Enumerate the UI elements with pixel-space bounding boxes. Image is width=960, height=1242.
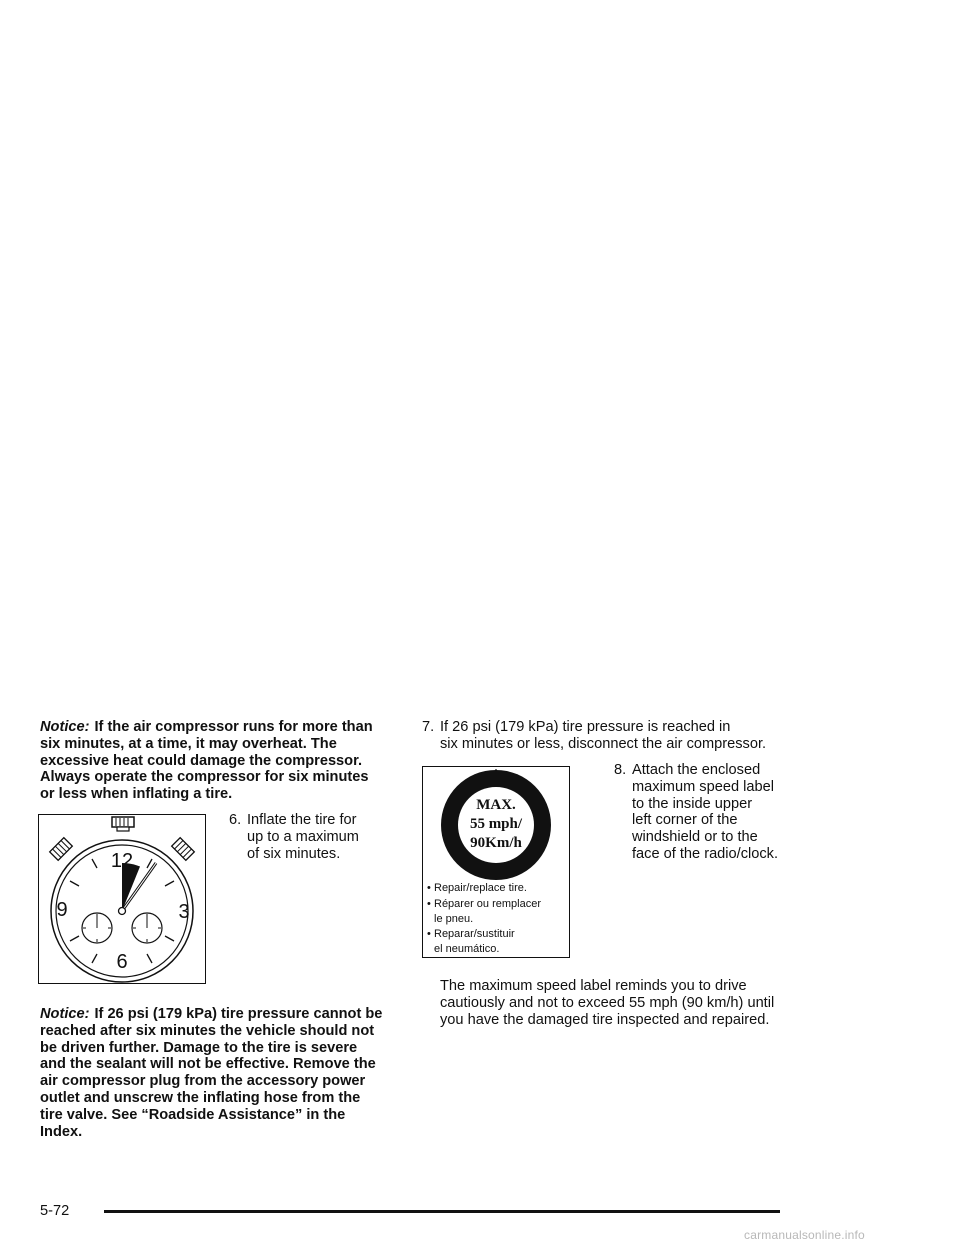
step-number: 7. [422,719,435,735]
notice-text: If 26 psi (179 kPa) tire pressure cannot be reached after six minutes the vehicle should not be driven further. Damage to the tire is severe and the sealant will not be effective. Remove the air compressor plug from the accessory power outlet and unscrew the inflating hose from the tire valve. See “Roadside Assistance” in the Index. [40,1006,383,1140]
bullet-icon: • [427,898,431,910]
notice-pressure-not-reached [40,1006,385,1140]
step-line: maximum speed label [632,778,774,795]
stopwatch-icon [39,815,205,983]
notice-label: Notice: [40,1006,90,1022]
step-line: six minutes or less, disconnect the air compressor. [440,735,767,752]
watermark: carmanualsonline.info [744,1228,865,1242]
step-line: up to a maximum [247,828,359,845]
step-line: to the inside upper [632,795,753,812]
speed-label-reminder: The maximum speed label reminds you to drive cautiously and not to exceed 55 mph (90 km/h) until you have the damaged tire inspected and repaired. [440,978,775,1028]
dial-number-12: 12 [110,850,134,872]
speed-label-mph: 55 mph/ [469,816,523,832]
speed-label-bullet: Réparer ou remplacer [434,898,541,910]
step-number: 6. [229,812,242,828]
dial-number-6: 6 [116,951,128,973]
step-line: Attach the enclosed [632,762,761,778]
bullet-icon: • [427,928,431,940]
speed-label-max: MAX. [476,797,516,813]
step-line: If 26 psi (179 kPa) tire pressure is reached in [440,719,731,735]
speed-label-icon [423,767,569,957]
speed-label-figure [422,766,570,958]
dial-number-9: 9 [56,899,68,921]
notice-text: If the air compressor runs for more than six minutes, at a time, it may overheat. The excessive heat could damage the compressor. Always operate the compressor for six minutes or less when inflating a tire. [40,719,373,803]
step-line: face of the radio/clock. [632,845,779,862]
notice-label: Notice: [40,719,90,735]
speed-label-bullet: Repair/replace tire. [434,882,527,894]
bullet-icon: • [427,882,431,894]
step-line: Inflate the tire for [247,812,357,828]
step-8 [614,762,814,863]
dial-number-3: 3 [178,901,190,923]
step-7 [422,719,802,753]
speed-label-continuation: le pneu. [434,913,474,925]
notice-overheat [40,719,385,803]
stopwatch-figure [38,814,206,984]
speed-label-kmh: 90Km/h [470,835,522,851]
step-line: windshield or to the [632,829,758,846]
step-line: left corner of the [632,812,738,829]
step-number: 8. [614,762,627,778]
speed-label-continuation: el neumático. [434,943,500,955]
page-number: 5-72 [40,1203,70,1219]
speed-label-bullet: Reparar/sustituir [434,928,515,940]
footer-rule [104,1210,780,1213]
step-line: of six minutes. [247,845,341,862]
step-6 [229,812,399,862]
